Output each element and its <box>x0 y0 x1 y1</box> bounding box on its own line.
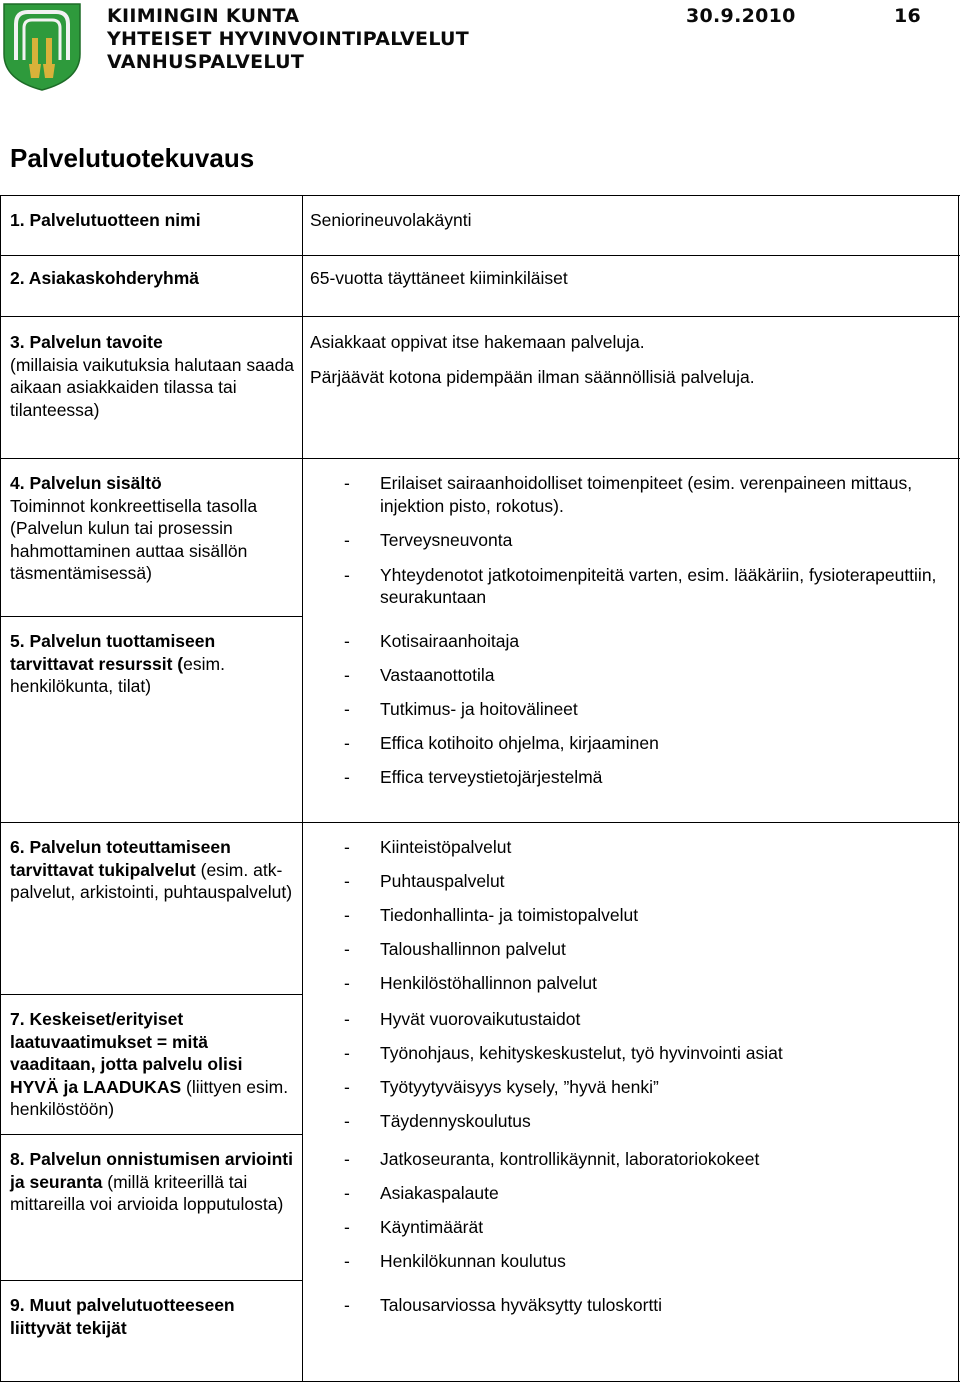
header-department: YHTEISET HYVINVOINTIPALVELUT <box>107 28 470 50</box>
row-6-items <box>344 836 944 995</box>
list-item: - Käyntimäärät <box>344 1217 484 1237</box>
list-item: - Jatkoseuranta, kontrollikäynnit, laboratoriokokeet <box>344 1149 760 1169</box>
list-item: - Talousarviossa hyväksytty tuloskortti <box>344 1295 663 1315</box>
document-title: Palvelutuotekuvaus <box>10 143 255 173</box>
row-3-line-2: Pärjäävät kotona pidempään ilman säännöllisiä palveluja. <box>310 366 755 387</box>
list-item: - Yhteydenotot jatkotoimenpiteitä varten, esim. lääkäriin, fysioterapeuttiin, seurakuntaan <box>344 564 937 607</box>
list-item: - Kiinteistöpalvelut <box>344 837 512 857</box>
row-3-line-1: Asiakkaat oppivat itse hakemaan palveluja. <box>310 332 645 352</box>
list-item: - Työtyytyväisyys kysely, ”hyvä henki” <box>344 1077 659 1097</box>
list-item: - Tutkimus- ja hoitovälineet <box>344 699 578 719</box>
row-2-value: 65-vuotta täyttäneet kiiminkiläiset <box>310 268 568 288</box>
row-4-label: 4. Palvelun sisältö Toiminnot konkreettisella tasolla (Palvelun kulun tai prosessin hahmottaminen auttaa sisällön täsmentämisessä) <box>10 473 258 583</box>
row-2-label: 2. Asiakaskohderyhmä <box>10 268 200 288</box>
row-1-value: Seniorineuvolakäynti <box>310 210 472 230</box>
row-3-label: 3. Palvelun tavoite (millaisia vaikutuksia halutaan saada aikaan asiakkaiden tilassa tai tilanteessa) <box>10 332 295 420</box>
row-7-label: 7. Keskeiset/erityiset laatuvaatimukset = mitä vaaditaan, jotta palvelu olisi HYVÄ ja LAADUKAS (liittyen esim. henkilöstöön) <box>10 1009 289 1119</box>
row-8-items <box>344 1148 944 1273</box>
row-5-items <box>344 630 944 789</box>
list-item: - Tiedonhallinta- ja toimistopalvelut <box>344 905 639 925</box>
list-item: - Asiakaspalaute <box>344 1183 499 1203</box>
list-item: - Henkilökunnan koulutus <box>344 1251 566 1271</box>
row-8-label: 8. Palvelun onnistumisen arviointi ja seuranta (millä kriteerillä tai mittareilla voi arvioida lopputulosta) <box>10 1149 293 1214</box>
list-item: - Kotisairaanhoitaja <box>344 631 520 651</box>
list-item: - Täydennyskoulutus <box>344 1111 531 1131</box>
row-6-label: 6. Palvelun toteuttamiseen tarvittavat tukipalvelut (esim. atk-palvelut, arkistointi, puhtauspalvelut) <box>10 837 293 902</box>
header-page-number: 16 <box>894 5 922 27</box>
row-1-label: 1. Palvelutuotteen nimi <box>10 210 201 230</box>
list-item: - Effica terveystietojärjestelmä <box>344 767 603 787</box>
list-item: - Vastaanottotila <box>344 665 495 685</box>
coat-of-arms-icon <box>2 2 82 92</box>
list-item: - Taloushallinnon palvelut <box>344 939 566 959</box>
list-item: - Työnohjaus, kehityskeskustelut, työ hyvinvointi asiat <box>344 1043 783 1063</box>
row-4-items <box>344 472 944 609</box>
list-item: - Effica kotihoito ohjelma, kirjaaminen <box>344 733 659 753</box>
list-item: - Henkilöstöhallinnon palvelut <box>344 973 597 993</box>
row-7-items <box>344 1008 944 1133</box>
row-9-label: 9. Muut palvelutuotteeseen liittyvät tekijät <box>10 1295 235 1338</box>
row-5-label: 5. Palvelun tuottamiseen tarvittavat resurssit (esim. henkilökunta, tilat) <box>10 631 225 696</box>
list-item: - Puhtauspalvelut <box>344 871 505 891</box>
row-3-value <box>310 331 950 388</box>
list-item: - Hyvät vuorovaikutustaidot <box>344 1009 581 1029</box>
header-org: KIIMINGIN KUNTA <box>107 5 300 27</box>
header-unit: VANHUSPALVELUT <box>107 51 305 73</box>
header-date: 30.9.2010 <box>686 5 796 27</box>
list-item: - Terveysneuvonta <box>344 530 513 550</box>
list-item: - Erilaiset sairaanhoidolliset toimenpiteet (esim. verenpaineen mittaus, injektion pisto, rokotus). <box>344 473 913 516</box>
row-9-items <box>344 1294 944 1317</box>
